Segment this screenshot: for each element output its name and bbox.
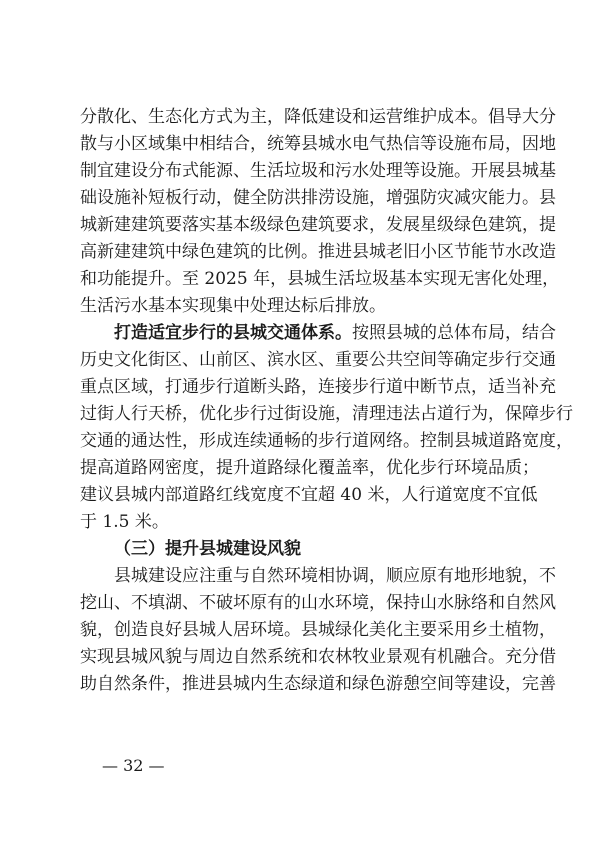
paragraph-lead-phrase: 打造适宜步行的县城交通体系。	[114, 323, 352, 343]
text-line: 生活污水基本实现集中处理达标后排放。	[80, 296, 386, 316]
section-heading: （三）提升县城建设风貌	[114, 539, 301, 559]
text-line: 重点区域，打通步行道断头路，连接步行道中断节点，适当补充	[80, 377, 556, 397]
text-line: 实现县城风貌与周边自然系统和农林牧业景观有机融合。充分借	[80, 647, 556, 667]
text-line: 县城建设应注重与自然环境相协调，顺应原有地形地貌，不	[114, 566, 556, 586]
text-run: 按照县城的总体布局，结合	[352, 323, 556, 343]
text-line: 和功能提升。至 2025 年，县城生活垃圾基本实现无害化处理，	[80, 269, 560, 289]
text-line: 貌，创造良好县城人居环境。县城绿化美化主要采用乡土植物，	[80, 620, 556, 640]
text-line: 础设施补短板行动，健全防洪排涝设施，增强防灾减灾能力。县	[80, 188, 556, 208]
text-line: 过街人行天桥，优化步行过街设施，清理违法占道行为，保障步行	[80, 404, 573, 424]
text-line: 建议县城内部道路红线宽度不宜超 40 米，人行道宽度不宜低	[80, 485, 538, 505]
text-line: 散与小区域集中相结合，统筹县城水电气热信等设施布局，因地	[80, 134, 556, 154]
paragraph-county-landscape	[80, 563, 556, 698]
text-line: 提高道路网密度，提升道路绿化覆盖率，优化步行环境品质；	[80, 458, 539, 478]
text-line: 高新建建筑中绿色建筑的比例。推进县城老旧小区节能节水改造	[80, 242, 556, 262]
text-line: 城新建建筑要落实基本级绿色建筑要求，发展星级绿色建筑，提	[80, 215, 556, 235]
text-line: 挖山、不填湖、不破坏原有的山水环境，保持山水脉络和自然风	[80, 593, 556, 613]
text-line: 分散化、生态化方式为主，降低建设和运营维护成本。倡导大分	[80, 107, 556, 127]
page-number: — 32 —	[102, 756, 165, 775]
document-body	[80, 104, 573, 698]
text-line: 交通的通达性，形成连续通畅的步行道网络。控制县城道路宽度，	[80, 431, 573, 451]
paragraph-walkable-transport	[80, 320, 573, 536]
text-line	[80, 320, 556, 347]
text-line: 制宜建设分布式能源、生活垃圾和污水处理等设施。开展县城基	[80, 161, 556, 181]
text-line: 于 1.5 米。	[80, 512, 169, 532]
paragraph-infrastructure	[80, 104, 560, 320]
text-line: 历史文化街区、山前区、滨水区、重要公共空间等确定步行交通	[80, 350, 556, 370]
text-line: 助自然条件，推进县城内生态绿道和绿色游憩空间等建设，完善	[80, 674, 556, 694]
